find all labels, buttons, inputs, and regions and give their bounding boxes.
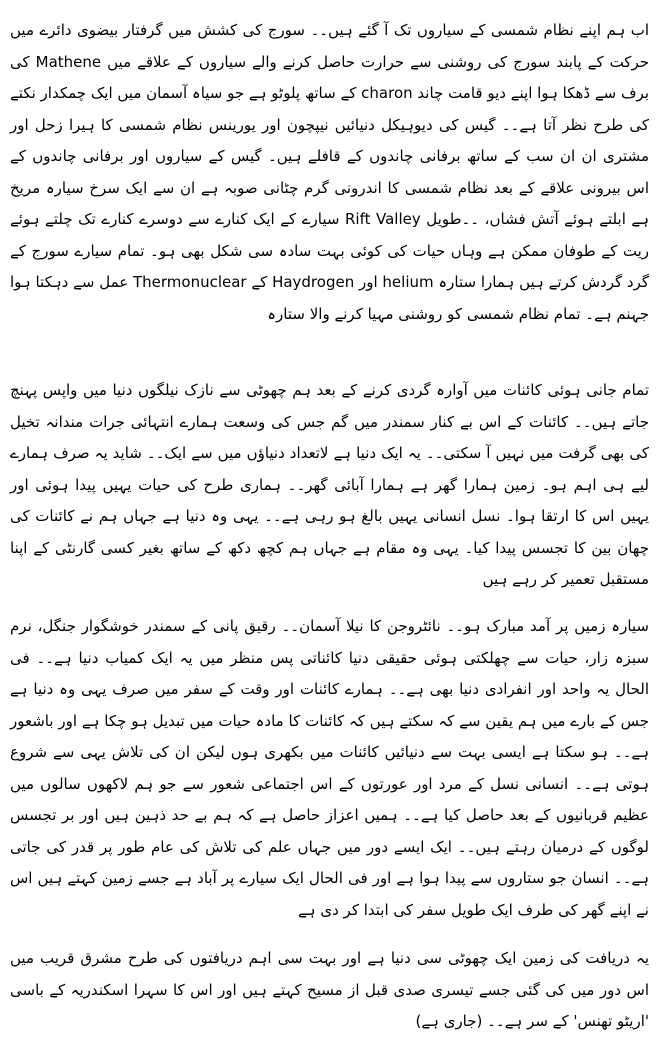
paragraph-pale-blue-world: تمام جانی ہوئی کائنات میں آوارہ گردی کرنے کے بعد ہم چھوٹی سے نازک نیلگوں دنیا میں واپس پہنچ جاتے ہیں۔۔ کائنات کے اس بے کنار سمندر میں گم جس کی وسعت ہمارے انتہائی جرات مندانہ تخیل کی بھی گرفت میں نہیں آ سکتی۔۔ یہ ایک دنیا ہے لاتعداد دنیاؤں میں سے ایک۔۔ شاید یہ صرف ہمارے لیے ہی اہم ہو۔ زمین ہمارا گھر ہے ہمارا آبائی گھر۔۔ ہماری طرح کی حیات یہیں پیدا ہوئی اور یہیں اس کا ارتقا ہوا۔ نسل انسانی یہیں بالغ ہو رہی ہے۔۔ یہی وہ دنیا ہے جہاں ہم نے کائنات کی چھان بین کا تجسس پیدا کیا۔ یہی وہ مقام ہے جہاں ہم کچھ دکھ کے ساتھ بغیر کسی گارنٹی کے اپنا مستقبل تعمیر کر رہے ہیں (10, 381, 649, 588)
paragraph-discovery: یہ دریافت کی زمین ایک چھوٹی سی دنیا ہے اور بہت سی اہم دریافتوں کی طرح مشرق قریب میں اس دور میں کی گئی جسے تیسری صدی قبل از مسیح کہتے ہیں اور اس کا سہرا اسکندریہ کے باسی 'اریٹو تھنس' کے سر ہے۔۔ (جاری ہے) (10, 949, 649, 1030)
paragraph-solar-system: اب ہم اپنے نظام شمسی کے سیاروں تک آ گئے ہیں۔۔ سورج کی کشش میں گرفتار بیضوی دائرے میں حرکت کے پابند سورج کی روشنی سے حرارت حاصل کرنے والے سیاروں کے علاقے میں Mathene کی برف سے ڈھکا ہوا اپنے دیو قامت چاند charon کے ساتھ پلوٹو ہے جو سیاہ آسمان میں ایک چمکدار نکتے کی طرح نظر آتا ہے۔۔ گیس کی دیوہیکل دنیائیں نیپچون اور یورینس نظام شمسی کا ہیرا زحل اور مشتری ان ان سب کے ساتھ برفانی چاندوں کے قافلے ہیں۔ گیس کے سیاروں اور برفانی چاندوں کے اس بیرونی علاقے کے بعد نظام شمسی کا اندرونی گرم چٹانی صوبہ ہے ان سے ایک سرخ سیارہ مریخ ہے ابلتے ہوئے آتش فشاں، ۔۔طویل Rift Valley سیارے کے ایک کنارے سے دوسرے کنارے تک چلتے ہوئے ریت کے طوفان ممکن ہے وہاں حیات کی کوئی بہت سادہ سی شکل بھی ہو۔ تمام سیارے سورج کے گرد گردش کرتے ہیں ہمارا ستارہ helium اور Haydrogen کے Thermonuclear عمل سے دہکتا ہوا جہنم ہے۔ تمام نظام شمسی کو روشنی مہیا کرنے والا ستارہ (10, 21, 650, 323)
paragraph-welcome-to-earth: سیارہ زمیں پر آمد مبارک ہو۔۔ نائٹروجن کا نیلا آسمان۔۔ رقیق پانی کے سمندر خوشگوار جنگل، نرم سبزہ زار، حیات سے چھلکتی ہوئی حقیقی دنیا کائناتی پس منظر میں یہ ایک کمیاب دنیا ہے۔۔ فی الحال یہ واحد اور انفرادی دنیا بھی ہے۔۔ ہمارے کائنات اور وقت کے سفر میں صرف یہی وہ دنیا ہے جس کے بارے میں ہم یقین سے کہ سکتے ہیں کہ کائنات کا مادہ حیات میں تبدیل ہو چکا ہے اور باشعور ہے۔۔ ہو سکتا ہے ایسی بہت سے دنیائیں کائنات میں بکھری ہوں لیکن ان کی تلاش یہی سے شروع ہوتی ہے۔۔ انسانی نسل کے مرد اور عورتوں کے اس اجتماعی شعور سے جو ہم لاکھوں سالوں میں عظیم قربانیوں کے بعد حاصل کیا ہے۔۔ ہمیں اعزاز حاصل ہے کہ ہم بے حد ذہین ہیں اور بر تجسس لوگوں کے درمیان رہتے ہیں۔۔ ایک ایسے دور میں جہاں علم کی تلاش کی عام طور پر قدر کی جاتی ہے۔۔ انسان جو ستاروں سے پیدا ہوا ہے اور فی الحال ایک سیارے پر آباد ہے جسے زمین کہتے ہیں اس نے اپنے گھر کی طرف ایک طویل سفر کی ابتدا کر دی ہے (10, 617, 649, 919)
